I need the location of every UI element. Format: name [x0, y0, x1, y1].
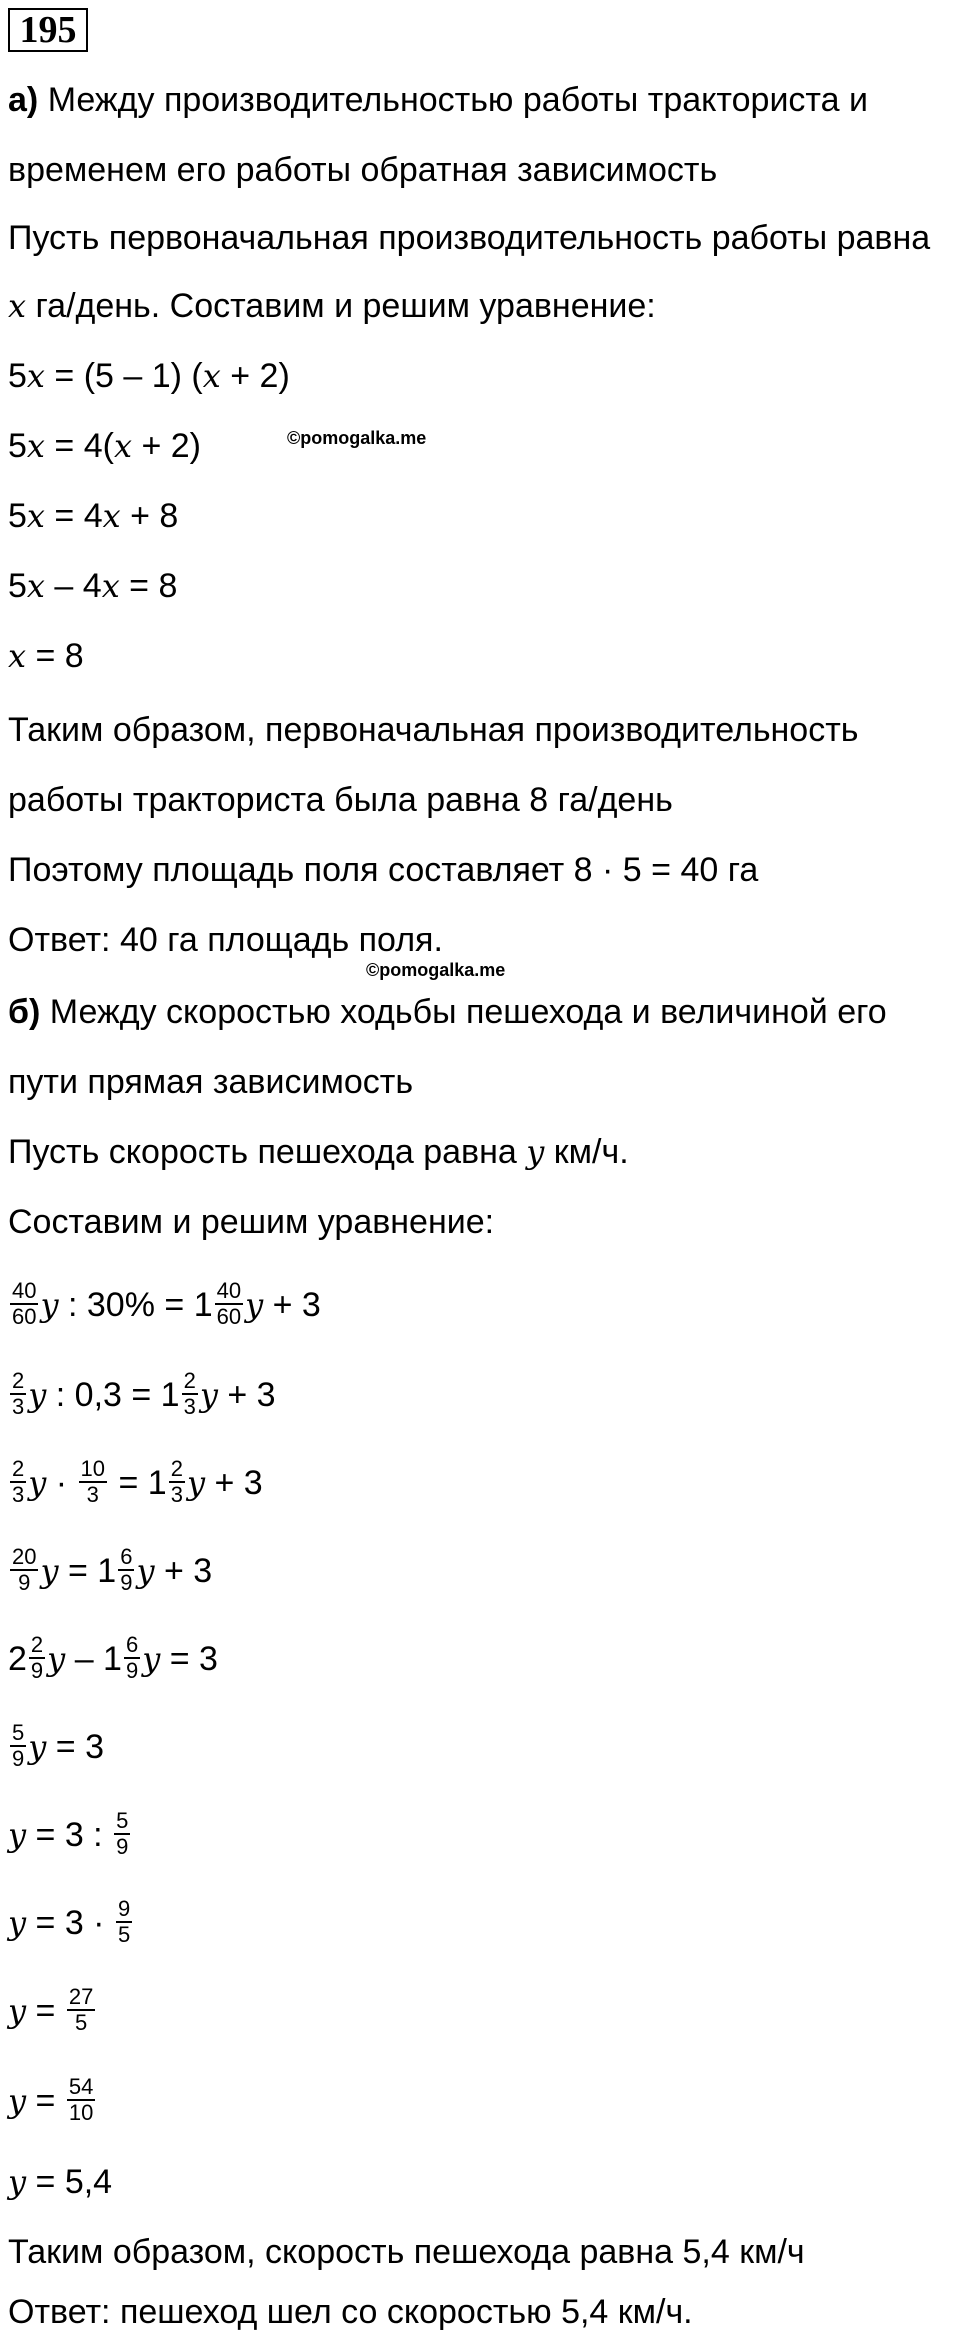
- part-a-intro-1-text: Между производительностью работы тракториста и: [47, 81, 868, 119]
- equation-a-3: 5x = 4x + 8: [8, 497, 179, 535]
- part-b-intro-1: [8, 990, 887, 1034]
- equation-b-11: y = 5,4: [8, 2163, 113, 2201]
- part-b-let-1-text: Пусть скорость пешехода равна: [8, 1133, 517, 1171]
- equation-a-4: 5x – 4x = 8: [8, 567, 178, 605]
- part-a-let-2-text: га/день. Составим и решим уравнение:: [35, 287, 656, 325]
- problem-number: 195: [8, 8, 88, 52]
- part-b-intro-2: пути прямая зависимость: [8, 1063, 414, 1101]
- equation-b-3: $\frac{2}{3}$ y · $\frac{10}{3}$ = 1 $\frac{2}{3}$ y + 3: [12, 1456, 263, 1507]
- watermark-1: ©pomogalka.me: [287, 428, 427, 448]
- equation-a-2: 5x = 4(x + 2): [8, 427, 201, 465]
- equation-a-5: x = 8: [8, 637, 84, 675]
- var-y: y: [526, 1133, 545, 1171]
- equation-b-8: y = 3 · $\frac{9}{5}$: [8, 1896, 131, 1947]
- part-a-area: Поэтому площадь поля составляет 8 · 5 = 40 га: [8, 851, 759, 889]
- part-b-conclusion: Таким образом, скорость пешехода равна 5,4 км/ч: [8, 2233, 805, 2271]
- equation-b-7: y = 3 : $\frac{5}{9}$: [8, 1808, 129, 1859]
- part-b-answer: Ответ: пешеход шел со скоростью 5,4 км/ч.: [8, 2293, 693, 2331]
- watermark-2: ©pomogalka.me: [366, 960, 506, 980]
- part-a-let-1: Пусть первоначальная производительность работы равна: [8, 219, 931, 257]
- part-b-intro-1-text: Между скоростью ходьбы пешехода и величиной его: [49, 993, 887, 1031]
- part-b-let-2: Составим и решим уравнение:: [8, 1203, 495, 1241]
- equation-b-10: y = $\frac{54}{10}$: [8, 2074, 94, 2125]
- var-x: x: [8, 287, 27, 325]
- part-a-answer: Ответ: 40 га площадь поля.: [8, 921, 443, 959]
- equation-b-4: $\frac{20}{9}$ y = 1 $\frac{6}{9}$ y + 3: [12, 1544, 213, 1595]
- part-a-label: а): [8, 81, 39, 119]
- part-b-let-1-unit: км/ч.: [553, 1133, 629, 1171]
- equation-b-9: y = $\frac{27}{5}$: [8, 1984, 94, 2035]
- equation-b-1: $\frac{40}{60}$ y : 30% = 1 $\frac{40}{60}$ y + 3: [12, 1278, 321, 1329]
- part-a-intro-2: временем его работы обратная зависимость: [8, 151, 718, 189]
- equation-b-5: 2 $\frac{2}{9}$ y – 1 $\frac{6}{9}$ y = 3: [8, 1632, 218, 1683]
- part-a-let-2: [8, 284, 656, 328]
- equation-a-1: 5x = (5 – 1) (x + 2): [8, 357, 290, 395]
- part-a-conclusion-2: работы тракториста была равна 8 га/день: [8, 781, 673, 819]
- part-b-label: б): [8, 993, 41, 1031]
- part-b-let-1: [8, 1130, 629, 1174]
- equation-b-6: $\frac{5}{9}$ y = 3: [12, 1720, 104, 1771]
- equation-b-2: $\frac{2}{3}$ y : 0,3 = 1 $\frac{2}{3}$ y + 3: [12, 1368, 276, 1419]
- part-a-conclusion-1: Таким образом, первоначальная производительность: [8, 711, 859, 749]
- part-a-intro-1: [8, 78, 868, 122]
